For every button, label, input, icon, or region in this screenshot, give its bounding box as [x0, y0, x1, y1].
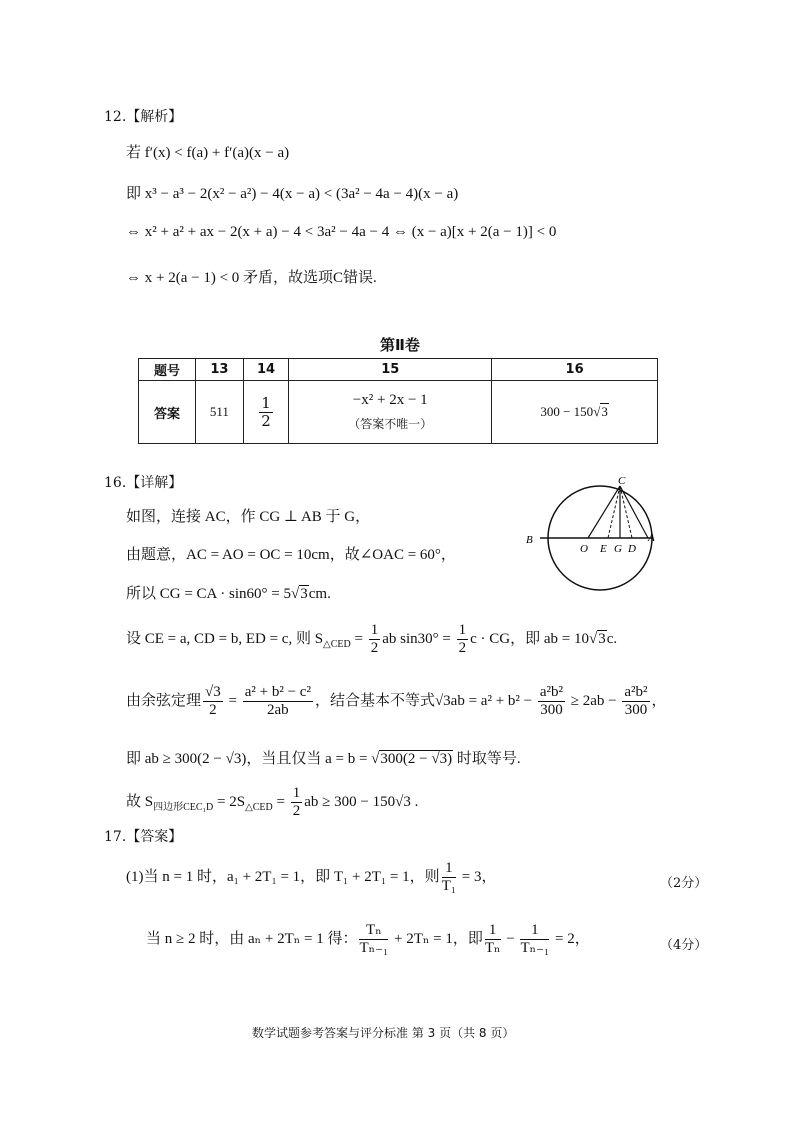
q16-line4-e: c.	[606, 630, 618, 647]
segment-ca	[620, 486, 648, 538]
q16-line7-sub1: 四边形CEC₁D	[153, 801, 214, 813]
label-a: A	[648, 532, 655, 544]
q16-line2: 由题意，AC = AO = OC = 10cm，故∠OAC = 60°，	[126, 547, 456, 563]
label-b: B	[526, 534, 533, 546]
frac-den: 300	[624, 702, 648, 718]
answer-16	[492, 381, 658, 444]
table-answer-row	[139, 381, 658, 444]
q12-line2: 即 x³ − a³ − 2(x² − a²) − 4(x − a) < (3a² − 4a − 4)(x − a)	[126, 186, 459, 202]
sqrt-sign: √	[588, 630, 598, 647]
q16-line4-radicand: 3	[598, 630, 606, 647]
label-c: C	[618, 475, 626, 487]
q16-line3-pre: 所以 CG = CA · sin60° = 5	[126, 586, 292, 602]
q16-line7-a: 故 S	[126, 793, 154, 810]
frac-num: a²b²	[624, 684, 648, 700]
q12-line3: ⇔ x² + a² + ax − 2(x + a) − 4 < 3a² − 4a − 4 ⇔ (x − a)[x + 2(a − 1)] < 0	[126, 224, 557, 240]
q16-line5-frac4	[622, 684, 649, 719]
q17-part1-score: （2分）	[660, 876, 708, 891]
label-o: O	[580, 543, 588, 555]
q16-line5-b: =	[224, 692, 241, 709]
q16-line5-c: ，结合基本不等式√3ab = a² + b² −	[314, 692, 536, 709]
header-14: 14	[243, 359, 289, 381]
answer-13: 511	[196, 381, 244, 444]
q16-line4-a: 设 CE = a, CD = b, ED = c, 则 S	[126, 630, 324, 647]
frac-den: Tₙ₋₁	[520, 940, 550, 956]
frac-den: T₁	[441, 878, 457, 894]
frac-num: a² + b² − c²	[244, 684, 311, 700]
label-d: D	[628, 543, 636, 555]
q17-part2-c: −	[502, 930, 519, 947]
frac-den: 300	[540, 702, 563, 718]
frac-den: 2	[458, 640, 467, 656]
q17-part2-d: = 2，	[551, 930, 590, 947]
q16-line6-radicand: 300(2 − √3)	[380, 751, 453, 767]
frac-num: 1	[458, 622, 467, 638]
q16-line3	[126, 582, 331, 603]
q16-line5-d: ≥ 2ab −	[567, 692, 621, 709]
q16-line1: 如图，连接 AC，作 CG ⊥ AB 于 G，	[126, 509, 371, 525]
q16-line6-pre: 即 ab ≥ 300(2 − √3)，当且仅当 a = b = √	[126, 751, 380, 767]
header-label: 题号	[139, 359, 196, 381]
q16-line6	[126, 747, 521, 768]
q12-line4: ⇔ x + 2(a − 1) < 0 矛盾，故选项C错误.	[126, 270, 377, 286]
answer-15-main: −x² + 2x − 1	[352, 392, 428, 408]
label-g: G	[614, 543, 622, 555]
q17-part2-score: （4分）	[660, 938, 708, 953]
q16-line3-radicand: 3	[300, 586, 308, 602]
q16-line7-frac	[291, 785, 303, 820]
frac-den: 2ab	[267, 702, 289, 718]
q16-line5-frac1	[203, 684, 223, 719]
q17-part2-frac1	[359, 922, 388, 957]
q16-line5-a: 由余弦定理	[126, 692, 202, 709]
q16-line4-sub: △CED	[323, 638, 351, 650]
q17-part2-b: + 2Tₙ = 1，即	[390, 930, 483, 947]
q16-line5-e: ，	[651, 692, 667, 709]
q16-line7-c: =	[272, 793, 289, 810]
frac-num: 1	[485, 922, 501, 940]
q16-line4-b: =	[350, 630, 367, 647]
answer-15	[289, 381, 492, 444]
q17-part1-a: (1)当 n = 1 时，a₁ + 2T₁ = 1，即 T₁ + 2T₁ = 1，则	[126, 868, 440, 885]
q16-line5	[126, 684, 667, 719]
frac-num: √3	[205, 684, 221, 700]
frac-den: 2	[292, 803, 301, 819]
answer-table	[138, 358, 658, 444]
frac-num: 1	[370, 622, 379, 638]
q16-line4-d: c · CG，即 ab = 10	[470, 630, 589, 647]
answer-16-pre: 300 − 150	[540, 404, 594, 419]
answer-14-den: 2	[261, 411, 271, 430]
q16-line6-post: 时取等号.	[453, 751, 521, 767]
section-title: 第Ⅱ卷	[380, 336, 420, 354]
q16-line4-c: ab sin30° =	[382, 630, 455, 647]
label-e: E	[600, 543, 607, 555]
q16-heading: 16.【详解】	[104, 475, 183, 491]
q17-part1-frac	[442, 860, 456, 895]
q17-part2-frac2	[485, 922, 501, 957]
sqrt-sign: √	[593, 404, 601, 419]
q16-line7	[126, 785, 418, 820]
table-header-row	[139, 359, 658, 381]
answer-14	[243, 381, 289, 444]
q16-line4-frac2	[457, 622, 469, 657]
answer-15-note: （答案不唯一）	[348, 417, 433, 431]
q16-line4	[126, 622, 617, 657]
answer-14-fraction	[259, 395, 273, 430]
answer-label: 答案	[139, 381, 196, 444]
frac-num: 1	[442, 860, 456, 878]
q17-part1-b: = 3，	[458, 868, 497, 885]
frac-den: Tₙ	[484, 940, 501, 956]
q16-line5-frac3	[538, 684, 565, 719]
frac-num: Tₙ	[359, 922, 388, 940]
q12-line1: 若 f′(x) < f(a) + f′(a)(x − a)	[126, 145, 290, 161]
answer-16-radicand: 3	[601, 404, 608, 419]
q16-line4-frac1	[369, 622, 381, 657]
frac-den: 2	[209, 702, 217, 718]
circle-figure	[520, 474, 670, 594]
sqrt-sign: √	[291, 586, 300, 602]
q17-part2	[146, 922, 590, 957]
frac-num: 1	[292, 785, 301, 801]
q16-line3-post: cm.	[308, 586, 331, 602]
q16-line7-d: ab ≥ 300 − 150√3 .	[304, 793, 419, 810]
header-15: 15	[289, 359, 492, 381]
page-footer: 数学试题参考答案与评分标准 第 3 页（共 8 页）	[252, 1026, 515, 1040]
q17-heading: 17.【答案】	[104, 829, 183, 845]
frac-den: 2	[370, 640, 379, 656]
q17-part2-a: 当 n ≥ 2 时，由 aₙ + 2Tₙ = 1 得：	[146, 930, 358, 947]
q12-heading: 12.【解析】	[104, 109, 183, 125]
header-16: 16	[492, 359, 658, 381]
q16-line7-b: = 2S	[213, 793, 246, 810]
q17-part1	[126, 860, 496, 895]
frac-num: 1	[520, 922, 549, 940]
q16-line7-sub2: △CED	[245, 801, 273, 813]
q16-line5-frac2	[243, 684, 313, 719]
frac-num: a²b²	[539, 684, 564, 700]
header-13: 13	[196, 359, 244, 381]
q17-part2-frac3	[520, 922, 549, 957]
segment-ce	[608, 486, 620, 538]
frac-den: Tₙ₋₁	[359, 940, 389, 956]
segment-oc	[588, 486, 620, 538]
answer-14-num: 1	[261, 393, 271, 412]
